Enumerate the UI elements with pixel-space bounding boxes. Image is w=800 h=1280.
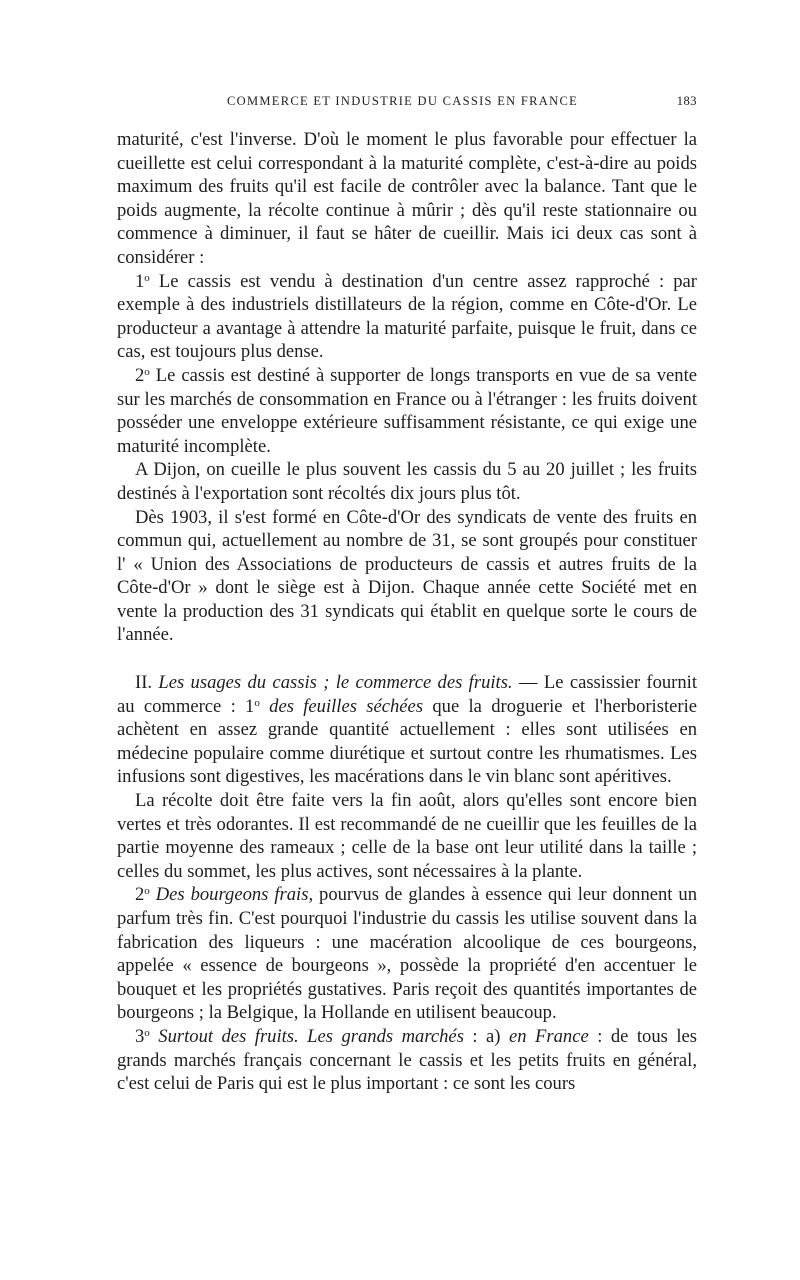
ordinal-mark: o — [144, 365, 150, 378]
section-text: que la droguerie et l'herboristerie achètent en assez grande quantité actuellement : elles sont utilisées en médecine populaire comme diurétique et surtout contre les rhumatismes. Les infusions sont digestives, les macérations dans le vin blanc sont apéritives. — [117, 695, 697, 788]
ordinal-mark: o — [254, 696, 260, 709]
subsection-title-buds: Des bourgeons frais, — [155, 884, 314, 906]
subsection-place: en France — [508, 1025, 589, 1047]
running-title: COMMERCE ET INDUSTRIE DU CASSIS EN FRANCE — [227, 94, 579, 108]
paragraph-8-text: pourvus de glandes à essence qui leur donnent un parfum très fin. C'est pourquoi l'industrie du cassis les utilise souvent dans la fabrication des liqueurs : une macération alcoolique de ces bourgeons, appelée « essence de bourgeons », possède la propriété d'en accentuer le bouquet et les propriétés gustatives. Paris reçoit des quantités importantes de bourgeons ; la Belgique, la Hollande en utilisent beaucoup. — [117, 884, 697, 1024]
paragraph-8 — [117, 883, 697, 1025]
paragraph-1: maturité, c'est l'inverse. D'où le moment le plus favorable pour effectuer la cueillette est celui correspondant à la maturité complète, c'est-à-dire au poids maximum des fruits qu'il est facile de contrôler avec la balance. Tant que le poids augmente, la récolte continue à mûrir ; dès qu'il reste stationnaire ou commence à diminuer, il faut se hâter de cueillir. Mais ici deux cas sont à considérer : — [117, 129, 697, 268]
list-number-1: 1 — [135, 270, 145, 292]
list-number-3: 3 — [135, 1025, 145, 1047]
paragraph-4: A Dijon, on cueille le plus souvent les cassis du 5 au 20 juillet ; les fruits destinés à l'exportation sont récoltés dix jours plus tôt. — [117, 459, 697, 504]
body-text — [117, 128, 697, 1096]
list-number-2b: 2 — [135, 884, 145, 906]
paragraph-2 — [117, 270, 697, 364]
list-number-2: 2 — [135, 364, 145, 386]
paragraph-2-text: Le cassis est vendu à destination d'un centre assez rapproché : par exemple à des industriels distillateurs de la région, comme en Côte-d'Or. Le producteur a avantage à attendre la maturité parfaite, puisque le fruit, dans ce cas, est toujours plus dense. — [117, 270, 697, 363]
paragraph-9 — [117, 1025, 697, 1096]
ordinal-mark: o — [144, 1026, 150, 1039]
paragraph-3-text: Le cassis est destiné à supporter de longs transports en vue de sa vente sur les marchés de consommation en France ou à l'étranger : les fruits doivent posséder une enveloppe extérieure suffisamment résistante, ce qui exige une maturité incomplète. — [117, 364, 697, 457]
section-intro: — Le cassissier fournit au commerce : 1 — [117, 672, 697, 717]
paragraph-5: Dès 1903, il s'est formé en Côte-d'Or des syndicats de vente des fruits en commun qui, actuellement au nombre de 31, se sont groupés pour constituer l' « Union des Associations de producteurs de cassis et autres fruits de la Côte-d'Or » dont le siège est à Dijon. Chaque année cette Société met en vente la production des 31 syndicats qui établit en quelque sorte le cours de l'année. — [117, 506, 697, 646]
running-header — [117, 94, 697, 114]
ordinal-mark: o — [144, 885, 150, 898]
paragraph-7: La récolte doit être faite vers la fin août, alors qu'elles sont encore bien vertes et très odorantes. Il est recommandé de ne cueillir que les feuilles de la partie moyenne des rameaux ; celle de la base ont leur utilité dans la taille ; celles du sommet, les plus actives, sont nécessaires à la plante. — [117, 790, 697, 882]
paragraph-9-mid: : a) — [463, 1025, 509, 1047]
paragraph-3 — [117, 364, 697, 458]
page-number: 183 — [676, 94, 697, 108]
ordinal-mark: o — [144, 271, 150, 284]
section-II-paragraph — [117, 671, 697, 789]
paragraph-9-text: : de tous les grands marchés français concernant le cassis et les petits fruits en général, c'est celui de Paris qui est le plus important : ce sont les cours — [117, 1025, 697, 1095]
section-title: Les usages du cassis ; le commerce des fruits. — [158, 672, 513, 694]
subsection-title-fruits: Surtout des fruits. Les grands marchés — [158, 1025, 464, 1047]
section-number: II. — [135, 672, 159, 694]
subsection-title-leaves: des feuilles séchées — [269, 695, 424, 717]
